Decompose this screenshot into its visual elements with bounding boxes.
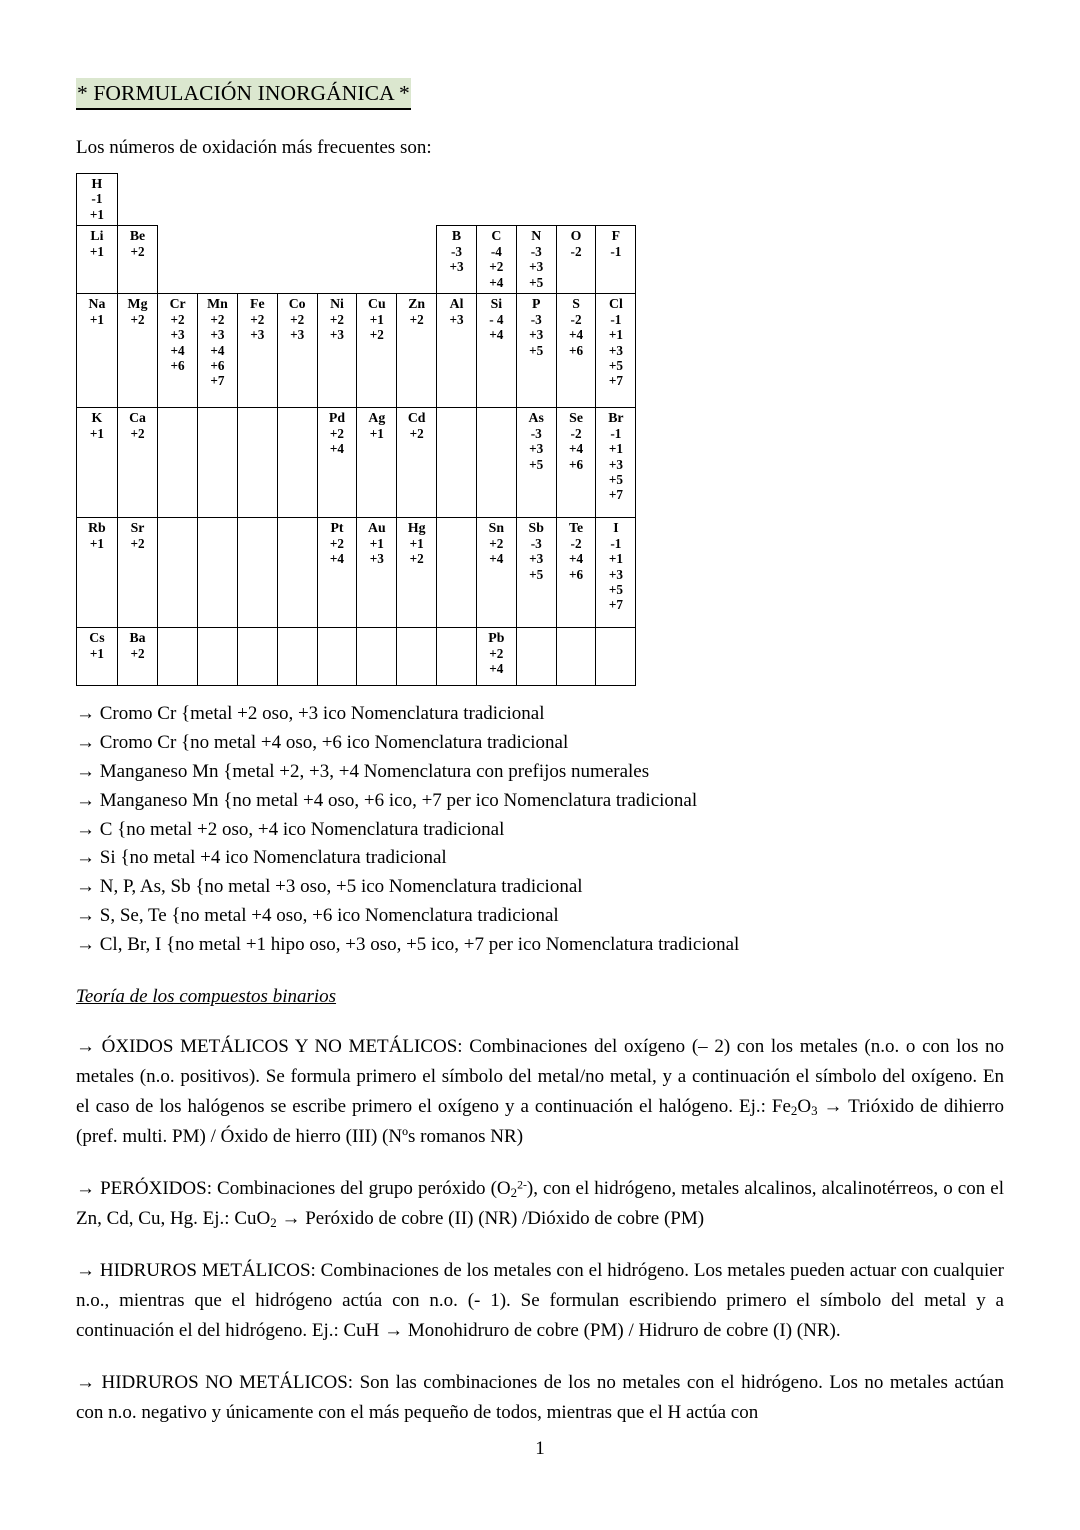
oxidation-state: +5 bbox=[608, 581, 623, 597]
element-symbol: Ni bbox=[330, 296, 344, 312]
ptable-cell-Ni bbox=[317, 294, 357, 408]
oxidation-state: +6 bbox=[170, 357, 185, 373]
oxidation-state: -3 bbox=[451, 243, 463, 259]
ptable-cell-Si bbox=[476, 294, 516, 408]
element-symbol: Sb bbox=[528, 520, 544, 536]
ptable-gap bbox=[198, 226, 238, 294]
element-symbol: Br bbox=[608, 410, 624, 426]
oxidation-state: +3 bbox=[529, 259, 544, 275]
oxidation-state: +4 bbox=[489, 327, 504, 343]
oxidation-state: +4 bbox=[568, 327, 584, 343]
ptable-cell-Pd bbox=[317, 408, 357, 518]
element-symbol: Al bbox=[449, 296, 464, 312]
element-symbol: K bbox=[91, 410, 103, 426]
oxidation-state: +7 bbox=[608, 597, 623, 613]
ptable-cell-Cl bbox=[596, 294, 636, 408]
oxidation-state: +1 bbox=[89, 243, 104, 259]
ptable-row bbox=[77, 173, 636, 225]
nomenclature-rules-list bbox=[76, 700, 1004, 960]
oxidation-state: +1 bbox=[369, 311, 384, 327]
oxidation-state: +6 bbox=[568, 566, 584, 582]
oxidation-state: -3 bbox=[530, 535, 542, 551]
ptable-row bbox=[77, 408, 636, 518]
ptable-cell-empty bbox=[437, 518, 477, 628]
ptable-cell-Pb bbox=[476, 628, 516, 686]
ptable-cell-Mg bbox=[117, 294, 157, 408]
ptable-cell-empty bbox=[397, 628, 437, 686]
ptable-cell-As bbox=[516, 408, 556, 518]
ptable-cell-Mn bbox=[198, 294, 238, 408]
oxidation-state: -3 bbox=[530, 311, 542, 327]
ptable-cell-B bbox=[437, 226, 477, 294]
rule-item: → Cromo Cr {no metal +4 oso, +6 ico Nomenclatura tradicional bbox=[76, 731, 569, 753]
ptable-gap bbox=[476, 173, 516, 225]
oxidation-state: -2 bbox=[570, 311, 582, 327]
ptable-cell-Co bbox=[277, 294, 317, 408]
oxidation-state: +6 bbox=[210, 357, 225, 373]
element-symbol: Te bbox=[569, 520, 584, 536]
ptable-cell-O bbox=[556, 226, 596, 294]
element-symbol: Li bbox=[90, 228, 104, 244]
oxidation-state: +1 bbox=[89, 425, 104, 441]
ptable-cell-Ag bbox=[357, 408, 397, 518]
intro-line: Los números de oxidación más frecuentes son: bbox=[76, 136, 432, 158]
oxidation-state: +7 bbox=[608, 487, 623, 503]
oxidation-state: +4 bbox=[210, 342, 225, 358]
ptable-cell-empty bbox=[158, 408, 198, 518]
ptable-cell-Cu bbox=[357, 294, 397, 408]
oxidation-state: +1 bbox=[369, 535, 384, 551]
element-symbol: P bbox=[531, 296, 541, 312]
peroxidos-sub-2: 2 bbox=[270, 1215, 277, 1231]
ptable-cell-empty bbox=[158, 518, 198, 628]
ptable-cell-Al bbox=[437, 294, 477, 408]
ptable-gap bbox=[117, 173, 157, 225]
element-symbol: Cl bbox=[608, 296, 623, 312]
oxidos-sub-2: 3 bbox=[811, 1103, 818, 1119]
paragraph-hidruros-metalicos: → HIDRUROS METÁLICOS: Combinaciones de los metales con el hidrógeno. Los metales pueden actuar con cualquier n.o., mientras que el hidrógeno actúa con n.o. (- 1). Se formulan escribiendo primero el símbolo del metal y a continuación el del hidrógeno. Ej.: CuH → Monohidruro de cobre (PM) / Hidruro de cobre (I) (NR). bbox=[76, 1260, 1004, 1342]
ptable-cell-Na bbox=[77, 294, 118, 408]
peroxidos-text-2: ), con el hidrógeno, metales alcalinos, alcalinotérreos, o con el Zn, Cd, Cu, Hg. Ej.: CuO bbox=[76, 1177, 1005, 1229]
element-symbol: S bbox=[572, 296, 580, 312]
oxidation-state: +3 bbox=[449, 311, 464, 327]
rule-item: → C {no metal +2 oso, +4 ico Nomenclatura tradicional bbox=[76, 818, 505, 840]
ptable-gap bbox=[397, 173, 437, 225]
ptable-cell-empty bbox=[357, 628, 397, 686]
oxidation-state: +5 bbox=[529, 566, 544, 582]
paragraph-peroxidos bbox=[76, 1174, 1004, 1234]
page-title: * FORMULACIÓN INORGÁNICA * bbox=[76, 78, 411, 110]
oxidation-state: +6 bbox=[568, 342, 584, 358]
ptable-cell-empty bbox=[237, 518, 277, 628]
rule-item: → Cromo Cr {metal +2 oso, +3 ico Nomenclatura tradicional bbox=[76, 703, 545, 725]
rule-item: → Manganeso Mn {metal +2, +3, +4 Nomenclatura con prefijos numerales bbox=[76, 760, 650, 782]
oxidation-state: +3 bbox=[210, 327, 225, 343]
element-symbol: O bbox=[570, 228, 582, 244]
element-symbol: F bbox=[611, 228, 621, 244]
element-symbol: Ca bbox=[129, 410, 146, 426]
element-symbol: Pb bbox=[488, 630, 505, 646]
ptable-cell-empty bbox=[198, 408, 238, 518]
oxidation-state: +5 bbox=[608, 471, 623, 487]
oxidos-text-1: → ÓXIDOS METÁLICOS Y NO METÁLICOS: Combinaciones del oxígeno (– 2) con los metales (n.o. o con los no metales (n.o. positivos). Se formula primero el símbolo del metal/no metal, y a continuación el símbolo del oxígeno. En el caso de los halógenos se escribe primero el oxígeno y a continuación el halógeno. Ej.: Fe bbox=[76, 1035, 1004, 1117]
oxidation-state: +2 bbox=[130, 243, 145, 259]
oxidation-state: +3 bbox=[529, 441, 544, 457]
ptable-cell-C bbox=[476, 226, 516, 294]
element-symbol: Na bbox=[88, 296, 106, 312]
ptable-gap bbox=[556, 173, 596, 225]
element-symbol: C bbox=[491, 228, 502, 244]
oxidation-state: +2 bbox=[130, 535, 145, 551]
ptable-row bbox=[77, 294, 636, 408]
oxidation-state: +2 bbox=[170, 311, 185, 327]
oxidation-state: +3 bbox=[250, 327, 265, 343]
oxidation-state: +3 bbox=[329, 327, 345, 343]
element-symbol: Sn bbox=[488, 520, 505, 536]
oxidation-state: +2 bbox=[409, 425, 424, 441]
ptable-cell-Cd bbox=[397, 408, 437, 518]
oxidation-state: -3 bbox=[530, 425, 542, 441]
oxidation-state: +3 bbox=[449, 259, 464, 275]
oxidation-state: +4 bbox=[329, 551, 345, 567]
oxidation-state: +7 bbox=[608, 373, 623, 389]
ptable-cell-empty bbox=[277, 518, 317, 628]
ptable-gap bbox=[516, 173, 556, 225]
oxidation-state: +3 bbox=[608, 456, 623, 472]
element-symbol: Fe bbox=[250, 296, 265, 312]
element-symbol: H bbox=[91, 175, 103, 191]
ptable-cell-empty bbox=[476, 408, 516, 518]
ptable-gap bbox=[237, 173, 277, 225]
ptable-cell-empty bbox=[596, 628, 636, 686]
oxidation-state: -4 bbox=[490, 243, 502, 259]
ptable-cell-empty bbox=[237, 628, 277, 686]
element-symbol: Si bbox=[490, 296, 503, 312]
oxidation-state: -2 bbox=[570, 535, 582, 551]
oxidation-state: +4 bbox=[489, 661, 504, 677]
oxidation-state: +4 bbox=[568, 441, 584, 457]
oxidation-state: +4 bbox=[568, 551, 584, 567]
element-symbol: Zn bbox=[408, 296, 426, 312]
oxidation-state: +3 bbox=[529, 551, 544, 567]
oxidation-numbers-table bbox=[76, 173, 636, 686]
oxidation-state: +3 bbox=[290, 327, 305, 343]
oxidation-state: -1 bbox=[91, 191, 103, 207]
oxidation-state: -1 bbox=[610, 243, 622, 259]
paragraph-oxidos bbox=[76, 1032, 1004, 1152]
oxidation-state: -2 bbox=[570, 425, 582, 441]
element-symbol: Pd bbox=[328, 410, 346, 426]
ptable-cell-P bbox=[516, 294, 556, 408]
ptable-gap bbox=[317, 226, 357, 294]
oxidos-text-2: → Trióxido de dihierro (pref. multi. PM) / Óxido de hierro (III) (Nºs romanos NR) bbox=[76, 1095, 1004, 1147]
element-symbol: Se bbox=[569, 410, 583, 426]
oxidation-state: - 4 bbox=[489, 311, 504, 327]
ptable-cell-Li bbox=[77, 226, 118, 294]
ptable-cell-F bbox=[596, 226, 636, 294]
ptable-cell-empty bbox=[516, 628, 556, 686]
oxidation-state: +1 bbox=[89, 206, 104, 222]
ptable-gap bbox=[237, 226, 277, 294]
ptable-cell-empty bbox=[556, 628, 596, 686]
ptable-cell-Fe bbox=[237, 294, 277, 408]
ptable-gap bbox=[357, 173, 397, 225]
ptable-cell-I bbox=[596, 518, 636, 628]
ptable-gap bbox=[198, 173, 238, 225]
oxidation-state: -2 bbox=[570, 243, 582, 259]
ptable-cell-Be bbox=[117, 226, 157, 294]
ptable-cell-Se bbox=[556, 408, 596, 518]
oxidation-state: +4 bbox=[489, 274, 504, 290]
ptable-gap bbox=[277, 173, 317, 225]
oxidation-state: +6 bbox=[568, 456, 584, 472]
ptable-gap bbox=[357, 226, 397, 294]
oxidation-state: +7 bbox=[210, 373, 225, 389]
ptable-gap bbox=[437, 173, 477, 225]
ptable-cell-empty bbox=[237, 408, 277, 518]
oxidation-state: +2 bbox=[290, 311, 305, 327]
ptable-cell-empty bbox=[198, 628, 238, 686]
element-symbol: Co bbox=[288, 296, 306, 312]
element-symbol: Hg bbox=[407, 520, 426, 536]
section-heading-binary-compounds: Teoría de los compuestos binarios bbox=[76, 985, 337, 1007]
page-number: 1 bbox=[535, 1438, 545, 1459]
ptable-cell-Rb bbox=[77, 518, 118, 628]
rule-item: → Manganeso Mn {no metal +4 oso, +6 ico, +7 per ico Nomenclatura tradicional bbox=[76, 789, 698, 811]
element-symbol: Be bbox=[129, 228, 146, 244]
oxidation-state: +1 bbox=[608, 327, 623, 343]
ptable-row bbox=[77, 518, 636, 628]
ptable-cell-Te bbox=[556, 518, 596, 628]
oxidation-state: -3 bbox=[530, 243, 542, 259]
oxidation-state: +3 bbox=[170, 327, 185, 343]
ptable-cell-N bbox=[516, 226, 556, 294]
element-symbol: I bbox=[613, 520, 619, 536]
oxidation-state: +2 bbox=[130, 645, 145, 661]
rule-item: → Si {no metal +4 ico Nomenclatura tradicional bbox=[76, 847, 447, 869]
oxidation-state: +2 bbox=[210, 311, 225, 327]
ptable-cell-K bbox=[77, 408, 118, 518]
oxidation-state: +2 bbox=[329, 311, 345, 327]
ptable-gap bbox=[277, 226, 317, 294]
oxidation-state: -1 bbox=[610, 311, 622, 327]
ptable-cell-Ca bbox=[117, 408, 157, 518]
element-symbol: Mn bbox=[207, 296, 228, 312]
peroxidos-sup-1: 2- bbox=[517, 1178, 527, 1192]
ptable-cell-Ba bbox=[117, 628, 157, 686]
element-symbol: Cs bbox=[89, 630, 105, 646]
element-symbol: As bbox=[528, 410, 544, 426]
ptable-gap bbox=[158, 226, 198, 294]
page-content bbox=[76, 78, 1004, 1428]
ptable-cell-Sb bbox=[516, 518, 556, 628]
rule-item: → Cl, Br, I {no metal +1 hipo oso, +3 oso, +5 ico, +7 per ico Nomenclatura tradicional bbox=[76, 934, 740, 956]
oxidation-state: +4 bbox=[329, 441, 345, 457]
oxidation-state: +1 bbox=[608, 551, 623, 567]
oxidation-state: +5 bbox=[529, 274, 544, 290]
ptable-row bbox=[77, 628, 636, 686]
oxidation-state: +1 bbox=[608, 441, 623, 457]
ptable-cell-empty bbox=[437, 628, 477, 686]
oxidation-state: +3 bbox=[608, 566, 623, 582]
oxidation-state: +5 bbox=[529, 342, 544, 358]
rule-item: → S, Se, Te {no metal +4 oso, +6 ico Nomenclatura tradicional bbox=[76, 905, 559, 927]
oxidation-state: +1 bbox=[369, 425, 384, 441]
oxidos-text-mid: O bbox=[797, 1095, 812, 1117]
ptable-gap bbox=[317, 173, 357, 225]
oxidation-state: +2 bbox=[489, 535, 504, 551]
ptable-body bbox=[77, 173, 636, 685]
oxidation-state: +2 bbox=[130, 425, 145, 441]
oxidation-state: +3 bbox=[529, 327, 544, 343]
oxidation-state: -1 bbox=[610, 535, 622, 551]
ptable-cell-empty bbox=[277, 628, 317, 686]
oxidation-state: +2 bbox=[329, 535, 345, 551]
oxidos-sub-1: 2 bbox=[790, 1103, 798, 1119]
element-symbol: Mg bbox=[127, 296, 148, 312]
ptable-cell-S bbox=[556, 294, 596, 408]
oxidation-state: -1 bbox=[610, 425, 622, 441]
oxidation-state: +2 bbox=[329, 425, 345, 441]
oxidation-state: +1 bbox=[89, 645, 104, 661]
oxidation-state: +4 bbox=[170, 342, 185, 358]
ptable-cell-Zn bbox=[397, 294, 437, 408]
oxidation-state: +2 bbox=[250, 311, 265, 327]
oxidation-state: +5 bbox=[608, 357, 623, 373]
ptable-cell-H bbox=[77, 173, 118, 225]
ptable-cell-Hg bbox=[397, 518, 437, 628]
element-symbol: Pt bbox=[330, 520, 344, 536]
element-symbol: Au bbox=[368, 520, 386, 536]
element-symbol: Cd bbox=[407, 410, 426, 426]
ptable-cell-Au bbox=[357, 518, 397, 628]
oxidation-state: +4 bbox=[489, 551, 504, 567]
peroxidos-sub-1: 2 bbox=[510, 1185, 518, 1201]
oxidation-state: +2 bbox=[130, 311, 145, 327]
ptable-cell-Br bbox=[596, 408, 636, 518]
ptable-cell-empty bbox=[277, 408, 317, 518]
ptable-cell-empty bbox=[198, 518, 238, 628]
element-symbol: B bbox=[451, 228, 462, 244]
ptable-cell-empty bbox=[317, 628, 357, 686]
oxidation-state: +2 bbox=[489, 645, 504, 661]
element-symbol: N bbox=[531, 228, 542, 244]
ptable-cell-Pt bbox=[317, 518, 357, 628]
ptable-cell-empty bbox=[437, 408, 477, 518]
oxidation-state: +2 bbox=[369, 327, 384, 343]
ptable-gap bbox=[158, 173, 198, 225]
peroxidos-text-3: → Peróxido de cobre (II) (NR) /Dióxido de cobre (PM) bbox=[276, 1208, 705, 1229]
ptable-cell-Cr bbox=[158, 294, 198, 408]
element-symbol: Sr bbox=[130, 520, 145, 536]
peroxidos-text-1: → PERÓXIDOS: Combinaciones del grupo peróxido (O bbox=[76, 1177, 511, 1199]
element-symbol: Cu bbox=[368, 296, 386, 312]
rule-item: → N, P, As, Sb {no metal +3 oso, +5 ico Nomenclatura tradicional bbox=[76, 876, 583, 898]
element-symbol: Cr bbox=[169, 296, 186, 312]
oxidation-state: +3 bbox=[369, 551, 384, 567]
ptable-cell-Sn bbox=[476, 518, 516, 628]
ptable-cell-Cs bbox=[77, 628, 118, 686]
element-symbol: Ba bbox=[129, 630, 146, 646]
ptable-cell-Sr bbox=[117, 518, 157, 628]
oxidation-state: +1 bbox=[89, 535, 104, 551]
element-symbol: Rb bbox=[88, 520, 106, 536]
oxidation-state: +5 bbox=[529, 456, 544, 472]
element-symbol: Ag bbox=[368, 410, 386, 426]
ptable-cell-empty bbox=[158, 628, 198, 686]
oxidation-state: +2 bbox=[409, 311, 424, 327]
paragraph-hidruros-no-metalicos: → HIDRUROS NO METÁLICOS: Son las combinaciones de los no metales con el hidrógeno. Los no metales actúan con n.o. negativo y únicamente con el más pequeño de todos, mientras que el H actúa con bbox=[76, 1372, 1004, 1424]
oxidation-state: +1 bbox=[409, 535, 424, 551]
ptable-gap bbox=[596, 173, 636, 225]
oxidation-state: +2 bbox=[489, 259, 504, 275]
oxidation-state: +2 bbox=[409, 551, 424, 567]
ptable-gap bbox=[397, 226, 437, 294]
oxidation-state: +3 bbox=[608, 342, 623, 358]
ptable-row bbox=[77, 226, 636, 294]
oxidation-state: +1 bbox=[89, 311, 104, 327]
